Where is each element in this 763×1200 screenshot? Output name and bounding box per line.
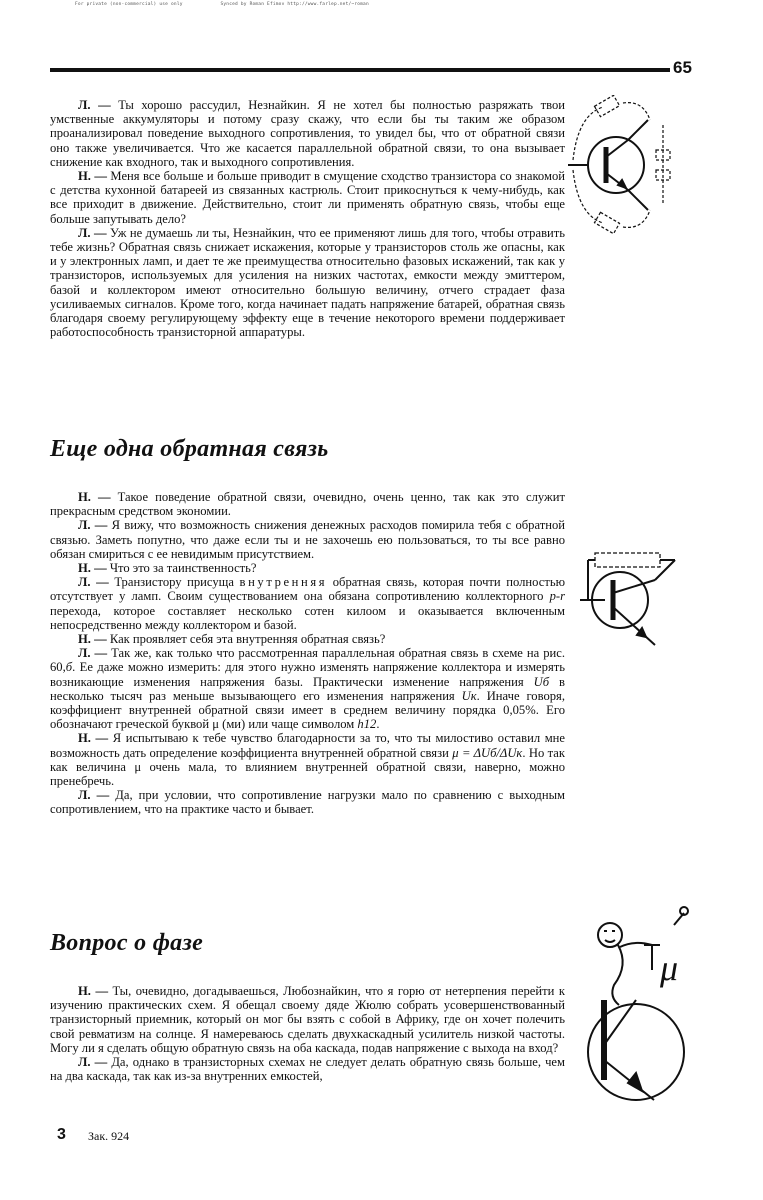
section-heading: Вопрос о фазе — [50, 930, 204, 956]
speaker: Н. — — [78, 731, 109, 746]
speaker: Л. — — [78, 518, 108, 533]
text-run: . Ее даже можно измерить: для этого нужно изменять напряжение коллектора и измерять возникающие изменения напряжения базы. Практически изменение напряжения — [50, 660, 565, 689]
paragraph-text: Такое поведение обратной связи, очевидно, очень ценно, так как это служит прекрасным средством экономии. — [50, 490, 565, 519]
watermark-right: Synced by Roman Efimov http://www.farlep.net/~roman — [220, 2, 369, 7]
transistor-feedback-resistor-illustration — [580, 525, 690, 665]
transistor-character-illustration — [574, 905, 694, 1105]
paragraph-text: Ты хорошо рассудил, Незнайкин. Я не хотел бы полностью разряжать твои умственные аккумуляторы и потому сразу скажу, что если бы ты таким же образом проанализировал поведение выходного сопротивления, то увидел бы, что от обратной связи оно также увеличивается. Что же касается параллельной обратной связи, то она вызывает снижение как входного, так и выходного сопротивления. — [50, 98, 566, 169]
speaker: Л. — — [78, 98, 111, 112]
text-block-section1 — [50, 490, 565, 817]
formula: μ = ΔUб/ΔUк — [452, 745, 523, 760]
speaker: Л. — — [78, 646, 108, 661]
footer-order: Зак. 924 — [88, 1129, 130, 1143]
speaker: Л. — — [78, 788, 110, 803]
speaker: Л. — — [78, 225, 107, 240]
paragraph — [50, 575, 565, 632]
speaker: Н. — — [78, 632, 107, 647]
paragraph — [50, 490, 565, 518]
text-run: Транзистору присуща — [114, 575, 234, 590]
transistor-capacitance-illustration — [568, 95, 698, 235]
paragraph-text: Да, при условии, что сопротивление нагрузки мало по сравнению с выходным сопротивлением, что на практике часто и бывает. — [50, 788, 566, 817]
paragraph — [50, 731, 565, 788]
text-run: обратная связь, которая почти полностью отсутствует у ламп. Своим существованием она обязана сопротивлению коллекторного — [50, 575, 566, 604]
paragraph — [50, 98, 565, 169]
symbol-uk: Uк — [461, 688, 477, 703]
text-run: Я испытываю к тебе чувство благодарности за то, что ты милостиво оставил мне возможность дать определение коэффициента внутренней обратной связи — [50, 731, 566, 760]
text-block-intro — [50, 98, 565, 339]
paragraph — [50, 984, 565, 1055]
paragraph-text: Ты, очевидно, догадываешься, Любознайкин, что я горю от нетерпения перейти к изучению практических схем. Я обещал своему дяде Жюлю собрать усовершенствованный транзисторный приемник, который он мог бы взять с собой в Африку, где он хочет полечить свой ревматизм на солнце. Я намереваюсь сделать двухкаскадный усилитель низкой частоты. Могу ли я сделать общую обратную связь на оба каскада, подав напряжение с выхода на вход? — [50, 984, 565, 1055]
speaker: Н. — — [78, 561, 107, 576]
text-run: . Иначе говоря, коэффициент внутренней обратной связи имеет в среднем величину порядка 0,05%. Его обозначают греческой буквой μ (ми) или чаще символом — [50, 688, 565, 732]
speaker: Л. — — [78, 575, 109, 590]
speaker: Н. — — [78, 984, 109, 998]
text-run: в несколько тысяч раз меньше вызывающего его изменения напряжения — [50, 674, 565, 703]
paragraph-text: Да, однако в транзисторных схемах не следует делать обратную связь больше, чем на два каскада, так как из-за внутренних емкостей, — [50, 1055, 565, 1084]
paragraph — [50, 646, 565, 731]
watermark — [75, 2, 369, 7]
junction-symbol: p-r — [549, 589, 565, 604]
speaker: Н. — — [78, 169, 107, 184]
text-run: Так же, как только что рассмотренная параллельная обратная связь в схеме на рис. 60, — [50, 646, 566, 675]
figure-ref: б — [65, 660, 73, 675]
header-rule — [50, 68, 670, 72]
paragraph-text: Что это за таинственность? — [109, 561, 257, 576]
text-run: перехода, которое составляет несколько сотен килоом и оказывается включенным непосредственно между коллектором и базой. — [50, 603, 565, 632]
paragraph — [50, 788, 565, 816]
section-heading: Еще одна обратная связь — [50, 436, 329, 462]
text-run: . Но так как величина μ очень мала, то влиянием внутренней обратной связи, наверно, можно пренебречь. — [50, 745, 566, 789]
paragraph — [50, 632, 565, 646]
paragraph — [50, 518, 565, 561]
text-block-section2 — [50, 984, 565, 1083]
paragraph — [50, 1055, 565, 1083]
mu-symbol: μ — [660, 948, 679, 988]
symbol-ub: Uб — [533, 674, 550, 689]
speaker: Л. — — [78, 1055, 108, 1070]
speaker: Н. — — [78, 490, 111, 504]
page-number: 65 — [673, 58, 692, 77]
watermark-left: For private (non-commercial) use only — [75, 2, 183, 7]
paragraph — [50, 226, 565, 340]
paragraph-text: Как проявляет себя эта внутренняя обратная связь? — [109, 632, 386, 647]
text-run: . — [376, 717, 380, 732]
spaced-word: внутренняя — [239, 575, 328, 590]
symbol-h12: h12 — [357, 717, 377, 732]
footer-signature: 3 — [57, 1126, 66, 1143]
paragraph-text: Уж не думаешь ли ты, Незнайкин, что ее применяют лишь для того, чтобы отравить тебе жизнь? Обратная связь снижает искажения, которые у транзисторов столь же опасны, как и у электронных ламп, и дает те же преимущества относительно фазовых искажений, так как у транзисторов, используемых для усиления на низких частотах, емкости между эмиттером, базой и коллектором имеют относительно большую величину, отчего страдает фаза усиливаемых сигналов. Кроме того, когда начинает падать напряжение батарей, обратная связь благодаря своему регулирующему эффекту еще в течение некоторого времени поддерживает работоспособность транзисторной аппаратуры. — [50, 225, 566, 340]
paragraph-text: Я вижу, что возможность снижения денежных расходов помирила тебя с обратной связью. Заметь попутно, что даже если ты и не захочешь ею пользоваться, то ты все равно обязан смириться с ее невидимым присутствием. — [50, 518, 566, 561]
paragraph-text: Меня все больше и больше приводит в смущение сходство транзистора со знакомой с детства кухонной батареей из связанных кастрюль. Стоит прикоснуться к чему-нибудь, как все приходит в движение. Действительно, стоит ли применять обратную связь, чтобы еще больше запутывать дело? — [50, 169, 565, 226]
paragraph — [50, 561, 565, 575]
paragraph — [50, 169, 565, 226]
